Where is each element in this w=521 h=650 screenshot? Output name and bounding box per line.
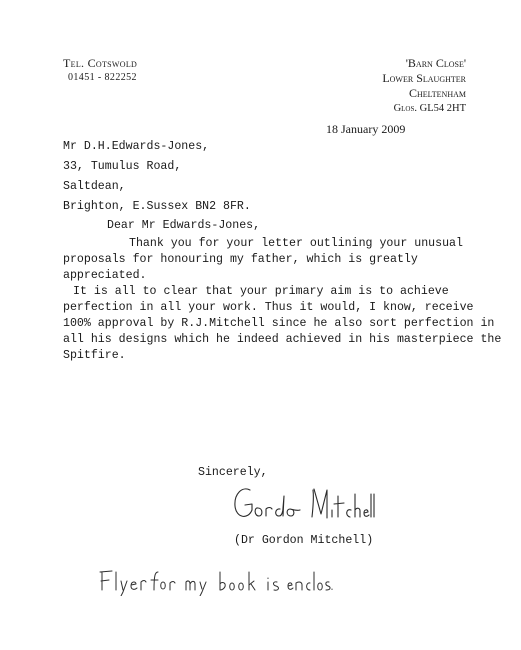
recipient-address-line: Mr D.H.Edwards-Jones, (63, 140, 210, 153)
body-paragraph: Thank you for your letter outlining your unusual proposals for honouring my father, which is greatly appreciated. (63, 237, 463, 282)
recipient-address-line: Brighton, E.Sussex BN2 8FR. (63, 200, 251, 213)
recipient-address (63, 137, 251, 217)
handwritten-note (96, 566, 336, 601)
recipient-address-line: 33, Tumulus Road, (63, 160, 182, 173)
printed-signatory-name: (Dr Gordon Mitchell) (234, 534, 374, 547)
recipient-address-line: Saltdean, (63, 180, 126, 193)
letterhead-address-line: 'Barn Close' (405, 56, 466, 70)
letterhead-phone-number: 01451 - 822252 (68, 72, 137, 83)
signature-scribble (228, 480, 378, 528)
salutation: Dear Mr Edwards-Jones, (107, 219, 261, 232)
closing: Sincerely, (198, 466, 268, 479)
letter-body (63, 236, 503, 364)
handwritten-note-scribble (96, 566, 336, 596)
letterhead-address (330, 56, 466, 116)
letterhead-address-line: Glos. GL54 2HT (393, 103, 466, 114)
letterhead-address-line: Lower Slaughter (382, 71, 466, 85)
handwritten-signature (228, 480, 378, 533)
letterhead-telephone-label: Tel. Cotswold (63, 56, 138, 70)
letterhead-address-line: Cheltenham (408, 86, 466, 100)
body-paragraph: It is all to clear that your primary aim is to achieve perfection in all your work. Thus it would, I know, receive 100% approval by R.J.Mitchell since he also sort perfection in all his designs which he indeed achieved in his masterpiece the Spitfire. (63, 285, 502, 362)
letter-date: 18 January 2009 (326, 122, 406, 136)
